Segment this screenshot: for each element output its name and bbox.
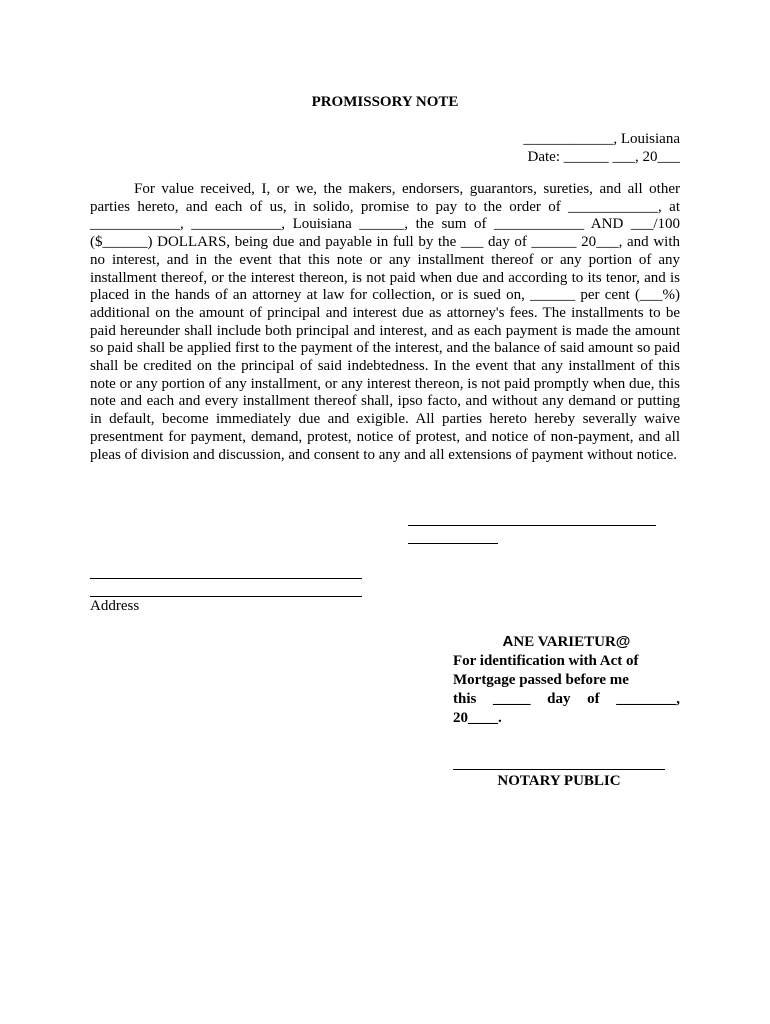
notary-signature-line	[453, 769, 665, 770]
stamp-title-text: NE VARIETUR	[513, 634, 616, 650]
stamp-line-4: 20____.	[453, 710, 502, 726]
location-date-block	[523, 130, 680, 166]
note-body	[90, 181, 680, 464]
stamp-a-glyph: A	[502, 633, 514, 650]
address-line-1	[90, 578, 362, 579]
address-label: Address	[90, 598, 140, 614]
document-title: PROMISSORY NOTE	[311, 94, 459, 110]
location-line: ____________, Louisiana	[523, 131, 680, 147]
stamp-line-2: Mortgage passed before me	[453, 672, 629, 688]
stamp-at-glyph: @	[615, 633, 631, 650]
ne-varietur-stamp	[453, 632, 680, 728]
stamp-title	[453, 632, 680, 652]
address-line-2	[90, 596, 362, 597]
date-line: Date: ______ ___, 20___	[527, 149, 680, 165]
stamp-line-1: For identification with Act of	[453, 653, 639, 669]
note-body-text: For value received, I, or we, the makers, endorsers, guarantors, sureties, and all other parties hereto, and each of us, in solido, promise to pay to the order of ____________, at ____________, ____________, Louisiana ______, the sum of ____________ AND ___/100 ($______) DOLLARS, being due and payable in full by the ___ day of ______ 20___, and with no interest, and in the event that this note or any installment thereof or any portion of any installment thereof, or the interest thereon, is not paid when due and according to its tenor, and is placed in the hands of an attorney at law for collection, or is sued on, ______ per cent (___%) additional on the amount of principal and interest due as attorney's fees. The installments to be paid hereunder shall include both principal and interest, and as each payment is made the amount so paid shall be applied first to the payment of the interest, and the balance of said amount so paid shall be credited on the principal of said indebtedness. In the event that any installment of this note or any portion of any installment, or any interest thereon, is not paid promptly when due, this note and each and every installment thereof shall, ipso facto, and without any demand or putting in default, become immediately due and exigible. All parties hereto hereby severally waive presentment for payment, demand, protest, notice of protest, and notice of non-payment, and all pleas of division and discussion, and consent to any and all extensions of payment without notice.	[90, 181, 680, 463]
stamp-line-3: this _____ day of ________,	[453, 691, 680, 707]
notary-label: NOTARY PUBLIC	[497, 773, 621, 789]
maker-signature-short-line	[408, 543, 498, 544]
maker-signature-line	[408, 525, 656, 526]
